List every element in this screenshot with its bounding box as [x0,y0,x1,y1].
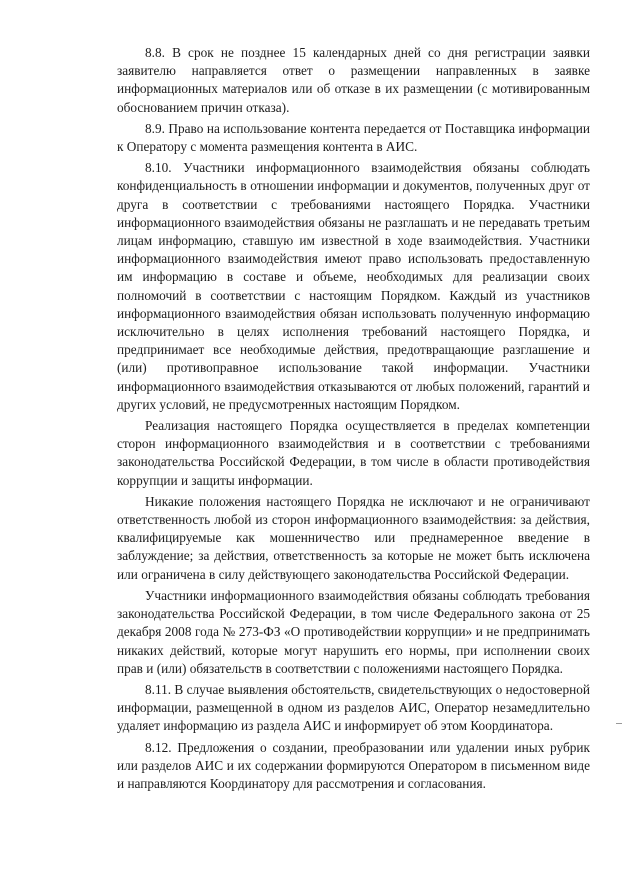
paragraph-liability: Никакие положения настоящего Порядка не исключают и не ограничивают ответственность любой из сторон информационного взаимодействия: за действия, квалифицируемые как мошенничество или преднамеренное введение в заблуждение; за действия, ответственность за которые не может быть исключена или ограничена в силу действующего законодательства Российской Федерации. [117,493,590,582]
paragraph-8-11: 8.11. В случае выявления обстоятельств, свидетельствующих о недостоверной информации, размещенной в одном из разделов АИС, Оператор незамедлительно удаляет информацию из раздела АИС и информирует об этом Координатора. [117,681,590,734]
paragraph-8-10: 8.10. Участники информационного взаимодействия обязаны соблюдать конфиденциальность в отношении информации и документов, полученных друг от друга в соответствии с требованиями настоящего Порядка. Участники информационного взаимодействия обязаны не разглашать и не передавать третьим лицам информацию, ставшую им известной в ходе взаимодействия. Участники информационного взаимодействия имеют право использовать предоставленную им информацию в составе и объеме, необходимых для реализации своих полномочий в соответствии с настоящим Порядком. Каждый из участников информационного взаимодействия обязан использовать полученную информацию исключительно в целях исполнения требований настоящего Порядка, и предпринимает все необходимые действия, предотвращающие разглашение и (или) противоправное использование такой информации. Участники информационного взаимодействия отказываются от любых положений, гарантий и других условий, не предусмотренных настоящим Порядком. [117,160,590,412]
paragraph-8-12: 8.12. Предложения о создании, преобразовании или удалении иных рубрик или разделов АИС и их содержании формируются Оператором в письменном виде и направляются Координатору для рассмотрения и согласования. [117,739,590,791]
document-body [117,44,590,793]
paragraph-8-9: 8.9. Право на использование контента передается от Поставщика информации к Оператору с момента размещения контента в АИС. [117,120,590,155]
scan-edge-mark [616,723,622,724]
paragraph-anticorruption: Участники информационного взаимодействия обязаны соблюдать требования законодательства Российской Федерации, в том числе Федерального закона от 25 декабря 2008 года № 273-ФЗ «О противодействии коррупции» и не предпринимать никаких действий, которые могут нарушить его нормы, при исполнении своих прав и (или) обязательств в соответствии с положениями настоящего Порядка. [117,587,590,676]
paragraph-8-8: 8.8. В срок не позднее 15 календарных дней со дня регистрации заявки заявителю направляется ответ о размещении направленных в заявке информационных материалов или об отказе в их размещении (с мотивированным обоснованием причин отказа). [117,45,590,115]
paragraph-implementation: Реализация настоящего Порядка осуществляется в пределах компетенции сторон информационного взаимодействия и в соответствии с требованиями законодательства Российской Федерации, в том числе в области противодействия коррупции и защиты информации. [117,418,590,488]
